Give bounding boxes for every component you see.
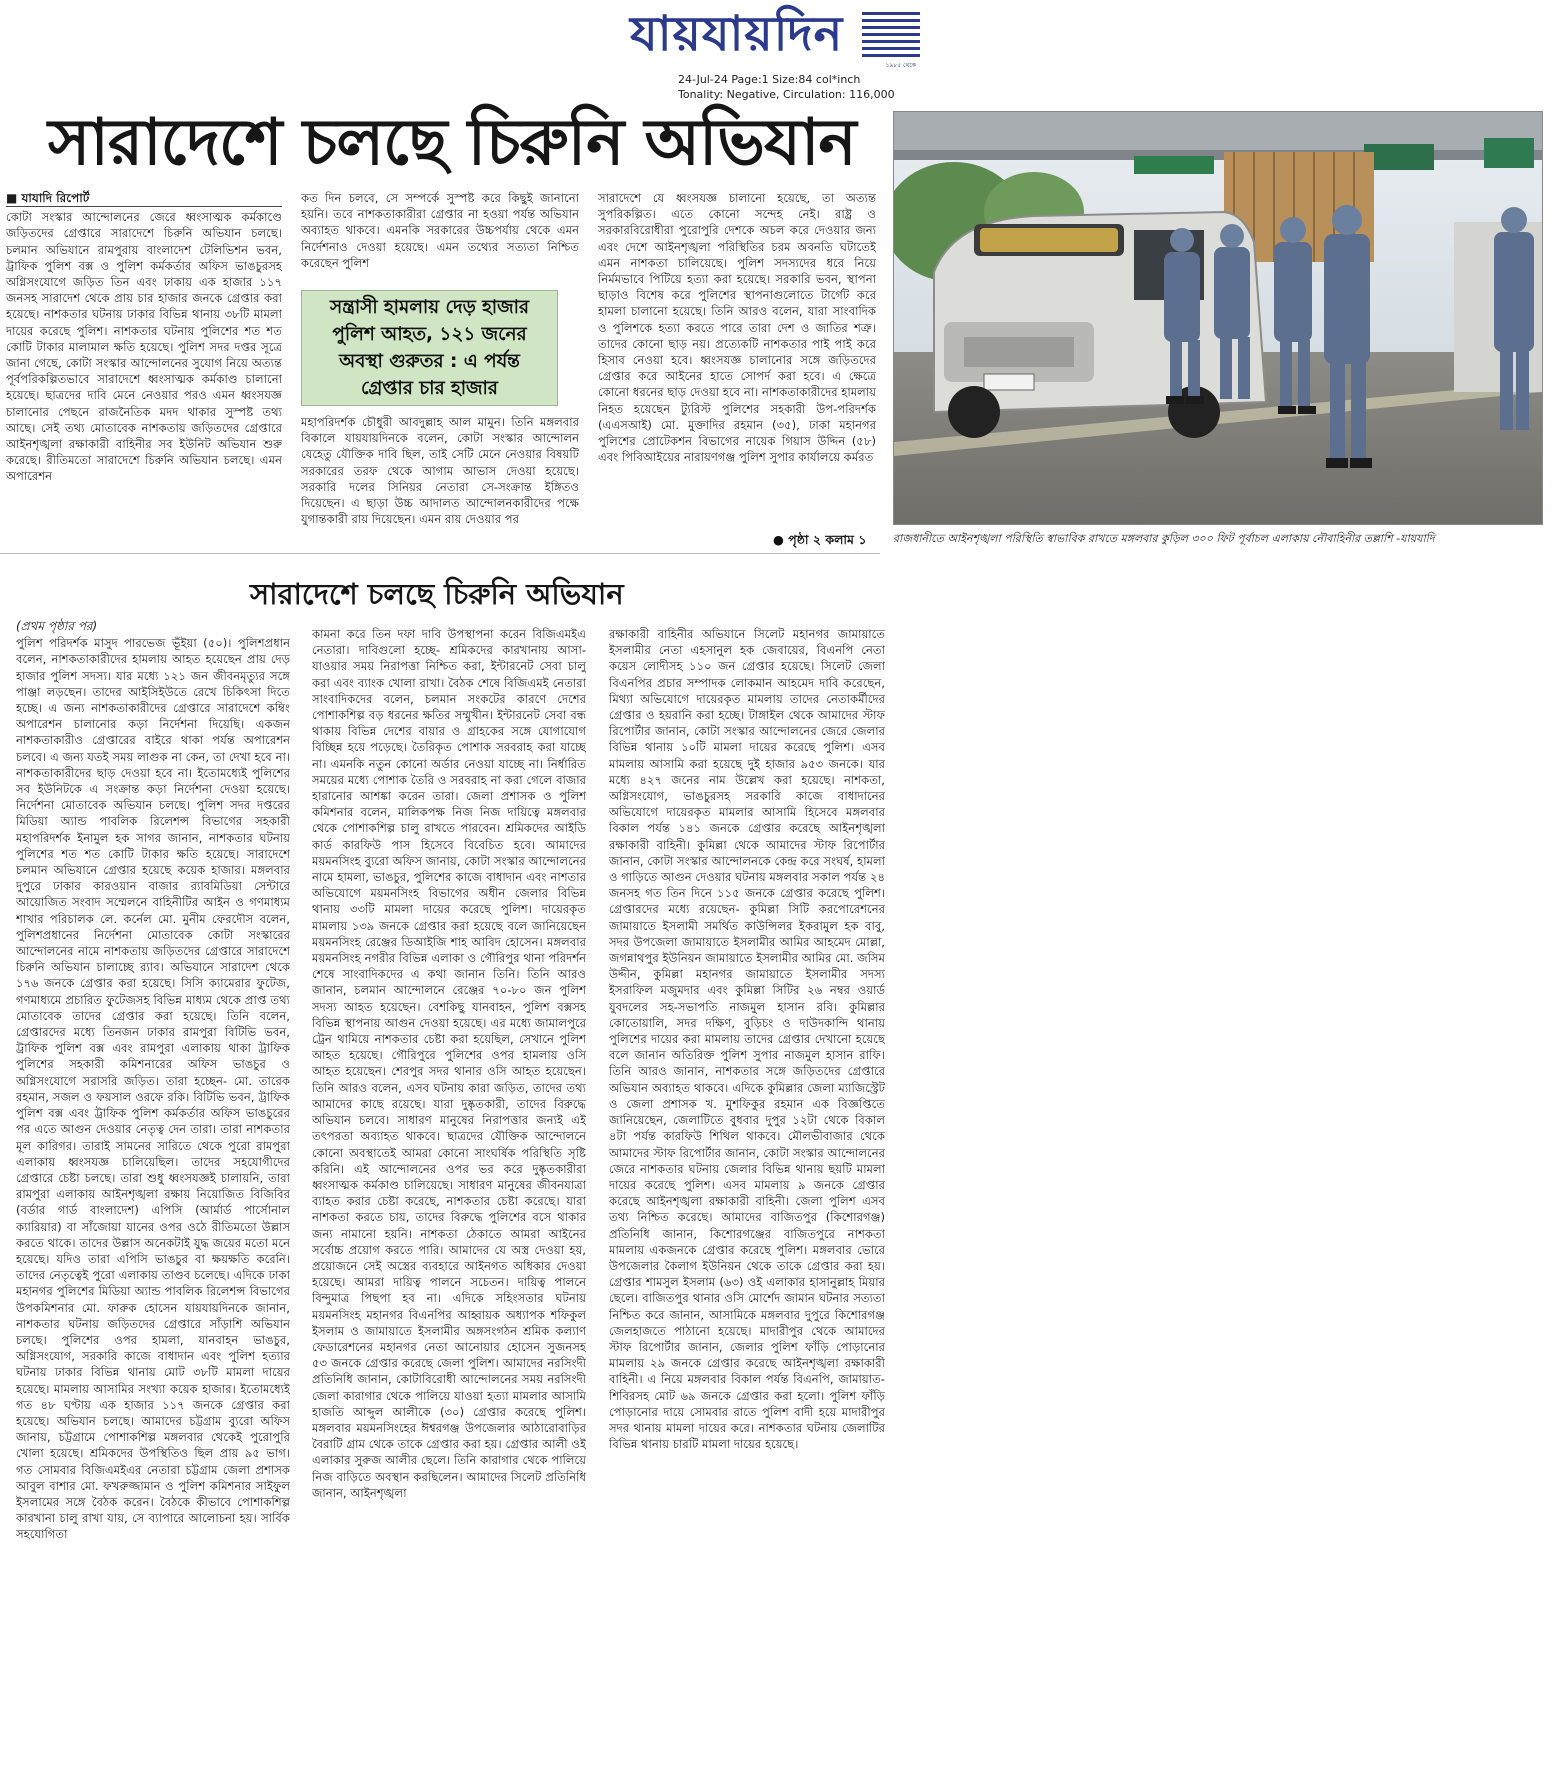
reporter-byline: ■ যাযাদি রিপোর্ট	[6, 190, 282, 207]
jump-column-1	[16, 618, 290, 1766]
jump-column-3	[609, 626, 885, 1706]
meta-line-2: Tonality: Negative, Circulation: 116,000	[678, 88, 895, 101]
continued-on-marker: ● পৃষ্ঠা ২ কলাম ১	[773, 532, 867, 547]
article-text: কত দিন চলবে, সে সম্পর্কে সুস্পষ্ট করে কিছুই জানানো হয়নি। তবে নাশকতাকারীরা গ্রেপ্তার না হওয়া পর্যন্ত অভিযান অব্যাহত থাকবে। এমনকি সরকারের উচ্চপর্যায় থেকে এমন নির্দেশনাও দেওয়া হয়েছে। এমন তথ্যের সত্যতা নিশ্চিত করেছেন পুলিশ	[301, 191, 579, 270]
section-divider	[0, 553, 880, 554]
article-text: রক্ষাকারী বাহিনীর অভিযানে সিলেট মহানগর জামায়াতে ইসলামীর নেতা এহসানুল হক জেবায়ের, বিএনপি নেতা কয়েস লোদীসহ ১১০ জন গ্রেপ্তার হয়েছে। সিলেট জেলা বিএনপির প্রচার সম্পাদক লোকমান আহমেদ দাবি করেছেন, মিথ্যা অভিযোগে দায়েরকৃত মামলায় তাদের নেতাকর্মীদের গ্রেপ্তার ও হয়রানি করা হচ্ছে। টাঙ্গাইল থেকে আমাদের স্টাফ রিপোর্টার জানান, কোটা সংস্কার আন্দোলনের জেরে জেলার বিভিন্ন থানায় ১০টি মামলা দায়ের করেছে পুলিশ। এসব মামলায় আসামি করা হয়েছে দুই হাজার ৯৫৩ জনকে। যার মধ্যে ৪২৭ জনের নাম উল্লেখ করা হয়েছে। নাশকতা, অগ্নিসংযোগ, ভাঙচুরসহ সরকারি কাজে বাধাদানের অভিযোগে দায়েরকৃত মামলার আসামি হিসেবে মঙ্গলবার বিকাল পর্যন্ত ১৪১ জনকে গ্রেপ্তার করেছে আইনশৃঙ্খলা রক্ষাকারী বাহিনী। কুমিল্লা থেকে আমাদের স্টাফ রিপোর্টার জানান, কোটা সংস্কার আন্দোলনকে কেন্দ্র করে সংঘর্ষ, হামলা ও গাড়িতে আগুন দেওয়ার ঘটনায় মঙ্গলবার সকাল পর্যন্ত ২৪ জনসহ গত তিন দিনে ১১৫ জনকে গ্রেপ্তার করেছে পুলিশ। গ্রেপ্তারদের মধ্যে রয়েছেন- কুমিল্লা সিটি করপোরেশনের জামায়াতে ইসলামী সমর্থিত কাউন্সিলর ইকরামুল হক বাবু, সদর উপজেলা জামায়াতে ইসলামীর আমির আহমেদ মোল্লা, জগন্নাথপুর ইউনিয়ন জামায়াতে ইসলামীর আমির মো. জসিম উদ্দীন, কুমিল্লা মহানগর জামায়াতে ইসলামীর সদস্য ইসরাফিল মজুমদার এবং কুমিল্লা সিটির ২৬ নম্বর ওয়ার্ড যুবদলের সহ-সভাপতি নাজমুল হাসান রবি। কুমিল্লার কোতোয়ালি, সদর দক্ষিণ, বুড়িচং ও দাউদকান্দি থানায় পুলিশের দায়ের করা মামলায় তাদের গ্রেপ্তার দেখানো হয়েছে বলে জানান অতিরিক্ত পুলিশ সুপার নাজমুল হাসান রাফি। তিনি আরও জানান, নাশকতার সঙ্গে জড়িতদের গ্রেপ্তারে অভিযান অব্যাহত থাকবে। এদিকে কুমিল্লার জেলা ম্যাজিস্ট্রেট ও জেলা প্রশাসক খ. মুশফিকুর রহমান এক বিজ্ঞপ্তিতে জানিয়েছেন, জেলাটিতে বুধবার দুপুর ১২টা থেকে বিকাল ৪টা পর্যন্ত কারফিউ শিথিল থাকবে। মৌলভীবাজার থেকে আমাদের স্টাফ রিপোর্টার জানান, কোটা সংস্কার আন্দোলনের জেরে নাশকতার ঘটনায় জেলার বিভিন্ন থানায় ছয়টি মামলা দায়ের করেছে পুলিশ। এসব মামলায় ৯ জনকে গ্রেপ্তার করেছে আইনশৃঙ্খলা রক্ষাকারী বাহিনী। জেলা পুলিশ এসব তথ্য নিশ্চিত করেছে। আমাদের বাজিতপুর (কিশোরগঞ্জ) প্রতিনিধি জানান, কিশোরগঞ্জের বাজিতপুরে নাশকতা মামলায় একজনকে গ্রেপ্তার করেছে পুলিশ। মঙ্গলবার ভোরে উপজেলার কৈলাগ ইউনিয়ন থেকে তাকে গ্রেপ্তার করা হয়। গ্রেপ্তার শামসুল ইসলাম (৬৩) ওই এলাকার হাসানুল্লাহ মিয়ার ছেলে। বাজিতপুর থানার ওসি মোর্শেদ জামান ঘটনার সত্যতা নিশ্চিত করে জানান, আসামিকে মঙ্গলবার দুপুরে কিশোরগঞ্জ জেলহাজতে পাঠানো হয়েছে। মাদারীপুর থেকে আমাদের স্টাফ রিপোর্টার জানান, জেলার পুলিশ ফাঁড়ি পোড়ানোর মামলায় ২৯ জনকে গ্রেপ্তার করেছে আইনশৃঙ্খলা রক্ষাকারী বাহিনী। এ নিয়ে মঙ্গলবার বিকাল পর্যন্ত বিএনপি, জামায়াত-শিবিরসহ মোট ৬৯ জনকে গ্রেপ্তার করা হলো। পুলিশ ফাঁড়ি পোড়ানোর দায়ে সোমবার রাতে পুলিশ বাদী হয়ে মাদারীপুর সদর থানায় মামলা দায়ের করে। নাশকতার ঘটনায় জেলাটির বিভিন্ন থানায় চারটি মামলা দায়ের হয়েছে।	[609, 627, 885, 1452]
jump-column-2	[312, 626, 586, 1766]
article-text: কামনা করে তিন দফা দাবি উপস্থাপনা করেন বিজিএমইএ নেতারা। দাবিগুলো হচ্ছে- শ্রমিকদের কারখানায় আসা-যাওয়ার সময় নিরাপত্তা নিশ্চিত করা, ইন্টারনেট সেবা চালু করা এবং ব্যাংক খোলা রাখা। বৈঠক শেষে বিজিএমই নেতারা সাংবাদিকদের বলেন, চলমান সংকটের কারণে দেশের পোশাকশিল্প বড় ধরনের ক্ষতির সম্মুখীন। ইন্টারনেট সেবা বন্ধ থাকায় বিভিন্ন দেশের বায়ার ও গ্রাহকের সঙ্গে যোগাযোগ বিচ্ছিন্ন হয়ে পড়েছে। তৈরিকৃত পোশাক সরবরাহ করা যাচ্ছে না। এমনকি নতুন কোনো অর্ডার নেওয়া যাচ্ছে না। নির্ধারিত সময়ের মধ্যে পোশাক তৈরি ও সরবরাহ না করা গেলে বাজার হারানোর আশঙ্কা করেন তারা। জেলা প্রশাসক ও পুলিশ কমিশনার বলেন, মালিকপক্ষ নিজ নিজ দায়িত্বে মঙ্গলবার থেকে পোশাকশিল্প চালু রাখতে পারবেন। শ্রমিকদের আইডি কার্ড কারফিউ পাস হিসেবে বিবেচিত হবে। আমাদের ময়মনসিংহ ব্যুরো অফিস জানায়, কোটা সংস্কার আন্দোলনের নামে হামলা, ভাঙচুর, পুলিশের কাজে বাধাদান এবং নাশতার অভিযোগে ময়মনসিংহ বিভাগের অধীন জেলার বিভিন্ন থানায় ৩৩টি মামলা দায়ের করেছে পুলিশ। দায়েরকৃত মামলায় ১৩৯ জনকে গ্রেপ্তার করা হয়েছে বলে জানিয়েছেন ময়মনসিংহ রেঞ্জের ডিআইজি শাহ আবিদ হোসেন। মঙ্গলবার ময়মনসিংহ নগরীর বিভিন্ন এলাকা ও গৌরিপুর থানা পরিদর্শন শেষে সাংবাদিকদের এ কথা জানান তিনি। তিনি আরও জানান, চলমান আন্দোলনে রেঞ্জের ৭০-৮০ জন পুলিশ সদস্য আহত হয়েছেন। বেশকিছু যানবাহন, পুলিশ বক্সসহ বিভিন্ন স্থাপনায় আগুন দেওয়া হয়েছে। এর মধ্যে জামালপুরে ট্রেন থামিয়ে নাশকতার চেষ্টা করা হয়েছিল, সেখানে পুলিশ আহত হয়েছে। গৌরিপুরে পুলিশের ওপর হামলায় ওসি আহত হয়েছেন। শেরপুর সদর থানার ওসি আহত হয়েছেন। তিনি আরও বলেন, এসব ঘটনায় কারা জড়িত, তাদের তথ্য আমাদের কাছে রয়েছে। যারা দুষ্কৃতকারী, তাদের বিরুদ্ধে অভিযান চলবে। সাধারণ মানুষের নিরাপত্তার জন্যই এই তৎপরতা অব্যাহত থাকবে। ছাত্রদের যৌক্তিক আন্দোলনে কোনো অবস্থাতেই আমরা কোনো সাংঘর্ষিক পরিস্থিতি সৃষ্টি করিনি। এই আন্দোলনের ওপর ভর করে দুষ্কৃতকারীরা ধ্বংসাত্মক কর্মকাণ্ড চালিয়েছে। সাধারণ মানুষের জীবনযাত্রা ব্যাহত করার চেষ্টা করেছে, নাশকতার চেষ্টা করেছে। যারা নাশকতা করতে চায়, তাদের বিরুদ্ধে পুলিশের বসে থাকার জন্য নামানো হয়নি। নাশকতা ঠেকাতে আমরা আইনের সর্বোচ্চ প্রয়োগ করতে পারি। আমাদের যে অস্ত্র দেওয়া হয়, প্রয়োজনে সেই অস্ত্রের ব্যবহারে আইনগত অধিকার দেওয়া হয়েছে। আমরা দায়িত্ব পালনে সচেতন। দায়িত্ব পালনে বিন্দুমাত্র পিছপা হব না। এদিকে সহিংসতার ঘটনায় ময়মনসিংহ মহানগর বিএনপির আহ্বায়ক অধ্যাপক শফিকুল ইসলাম ও জামায়াতে ইসলামীর অঙ্গসংগঠন শ্রমিক কল্যাণ ফেডারেশনের মহানগর নেতা আনোয়ার হোসেন সুজনসহ ৫৩ জনকে গ্রেপ্তার করেছে জেলা পুলিশ। আমাদের নরসিংদী প্রতিনিধি জানান, কোটাবিরোধী আন্দোলনের সময় নরসিংদী জেলা কারাগার থেকে পালিয়ে যাওয়া হত্যা মামলার আসামি হাজতি আব্দুল আলীকে (৩০) গ্রেপ্তার করেছে পুলিশ। মঙ্গলবার ময়মনসিংহের ঈশ্বরগঞ্জ উপজেলার আঠারোবাড়ির বৈরাটি গ্রাম থেকে তাকে গ্রেপ্তার করা হয়। গ্রেপ্তার আলী ওই এলাকার সুরুজ আলীর ছেলে। তিনি কারাগার থেকে পালিয়ে নিজ বাড়িতে অবস্থান করছিলেন। আমাদের সিলেট প্রতিনিধি জানান, আইনশৃঙ্খলা	[312, 627, 586, 1500]
article-column-2-bottom	[301, 414, 579, 552]
reporter-name: যাযাদি রিপোর্ট	[21, 191, 90, 205]
article-column-3	[598, 190, 876, 530]
news-photo	[893, 111, 1543, 525]
continued-from-label: (প্রথম পৃষ্ঠার পর)	[16, 619, 98, 633]
article-text: সারাদেশে যে ধ্বংসযজ্ঞ চালানো হয়েছে, তা অত্যন্ত সুপরিকল্পিত। এতে কোনো সন্দেহ নেই। রাষ্ট্র ও সরকারবিরোধীরা পুরোপুরি দেশকে অচল করে দেওয়ার জন্য এবং দেশে আইনশৃঙ্খলা পরিস্থিতির চরম অবনতি ঘটাতেই এমন নাশকতা চালিয়েছে। পুলিশ সদস্যদের ধরে নিয়ে নির্মমভাবে পিটিয়ে হত্যা করা হয়েছে। সরকারি ভবন, স্থাপনা ছাড়াও বিশেষ করে পুলিশের স্থাপনাগুলোতে টার্গেট করে হামলা চালানো হয়েছে। তিনি আরও বলেন, যারা সাংবাদিক ও পুলিশকে হত্যা করতে পারে তারা দেশ ও জাতির শত্রু। তাদের কোনো ছাড় নয়। প্রত্যেকটি নাশকতার পাই পাই করে হিসাব নেওয়া হবে। ধ্বংসযজ্ঞ চালানোর সঙ্গে জড়িতদের গ্রেপ্তার করে আইনের হাতে সোপর্দ করা হবে। এ ক্ষেত্রে কোনো ধরনের ছাড় দেওয়া হবে না। নাশকতাকারীদের হামলায় নিহত হয়েছেন ট্যুরিস্ট পুলিশের সহকারী উপ-পরিদর্শক (এএসআই) মো. মুক্তাদির রহমান (৩৫), ঢাকা মহানগর পুলিশের প্রোটেকশন বিভাগের নায়েক গিয়াস উদ্দিন (৫৮) এবং পিবিআইয়ের নারায়ণগঞ্জ পুলিশ সুপার কার্যালয়ে কর্মরত	[598, 191, 876, 465]
clipping-meta	[678, 72, 895, 102]
logo-stripes-icon	[862, 12, 920, 58]
article-text: পুলিশ পরিদর্শক মাসুদ পারভেজ ভূঁইয়া (৫০)। পুলিশপ্রধান বলেন, নাশকতাকারীদের হামলায় আহত হয়েছেন প্রায় দেড় হাজার পুলিশ সদস্য। যার মধ্যে ১২১ জন জীবনমৃত্যুর সঙ্গে পাঞ্জা লড়ছেন। তাদের আইসিইউতে রেখে চিকিৎসা দিতে হচ্ছে। এ জন্য নাশকতাকারীদের গ্রেপ্তারে সারাদেশে কম্বিং অপারেশন চালানোর কড়া নির্দেশনা দিয়েছি। একজন নাশকতাকারীও গ্রেপ্তারের বাইরে থাকা পর্যন্ত অপারেশন চলবে। এ জন্য যতই সময় লাগুক না কেন, তা দেখা হবে না। নাশকতাকারীদের ছাড় দেওয়া হবে না। ইতোমধ্যেই পুলিশের সব ইউনিটকে এ সংক্রান্ত কড়া নির্দেশনা দেওয়া হয়েছে। নির্দেশনা মোতাবেক অভিযান চলছে। পুলিশ সদর দপ্তরের মিডিয়া অ্যান্ড পাবলিক রিলেশন্স বিভাগের সহকারী মহাপরিদর্শক ইনামুল হক সাগর জানান, নাশকতার ঘটনায় পুলিশের শত শত কোটি টাকার ক্ষতি হয়েছে। সারাদেশে চলমান অভিযানে গ্রেপ্তার হয়েছে কয়েক হাজার। মঙ্গলবার দুপুরে ঢাকার কারওয়ান বাজার র‌্যাবমিডিয়া সেন্টারে আয়োজিত সংবাদ সম্মেলনে বাহিনীটির আইন ও গণমাধ্যম শাখার পরিচালক লে. কর্নেল মো. মুনীম ফেরদৌস বলেন, পুলিশপ্রধানের নির্দেশনা মোতাবেক কোটা সংস্কারের আন্দোলনের নামে নাশকতায় জড়িতদের গ্রেপ্তারে সারাদেশে চিরুনি অভিযান চালাচ্ছে র‌্যাব। অভিযানে সারাদেশ থেকে ১৭৬ জনকে গ্রেপ্তার করা হয়েছে। সিসি ক্যামেরার ফুটেজ, গণমাধ্যমে প্রচারিত ফুটেজসহ বিভিন্ন মাধ্যম থেকে প্রাপ্ত তথ্য মোতাবেক তাদের গ্রেপ্তার করা হয়েছে। তিনি বলেন, গ্রেপ্তারদের মধ্যে তিনজন ঢাকার রামপুরা বিটিভি ভবন, ট্রাফিক পুলিশ বক্স এবং রামপুরা এলাকায় থাকা ট্রাফিক পুলিশের সহকারী কমিশনারের অফিস ভাঙচুর ও অগ্নিসংযোগে সরাসরি জড়িত। তারা হচ্ছেন- মো. তারেক রহমান, সজল ও ফয়সাল ওরফে রকি। বিটিভি ভবন, ট্রাফিক পুলিশ বক্স এবং ট্রাফিক পুলিশ কর্মকর্তার অফিস ভাঙচুরের পর এতে আগুন দেওয়ার নেতৃত্ব দেন তারা। তারা নাশকতার মূল কারিগর। তারাই সামনের সারিতে থেকে পুরো রামপুরা এলাকায় ধ্বংসযজ্ঞ চালিয়েছিল। তাদের সহযোগীদের গ্রেপ্তারে চেষ্টা চলছে। তারা শুধু ধ্বংসযজ্ঞই চালায়নি, তারা রামপুরা এলাকায় আইনশৃঙ্খলা রক্ষায় নিয়োজিত বিজিবির (বর্ডার গার্ড বাংলাদেশ) এপিসি (আর্মার্ড পার্সোনাল ক্যারিয়ার) বা সাঁজোয়া যানের ওপর ওঠে রীতিমতো উল্লাস করতে থাকে। তাদের উল্লাস অনেকটাই যুদ্ধ জয়ের মতো মনে হয়েছে। যদিও তারা এপিসি ভাঙচুর বা ক্ষয়ক্ষতি করেনি। তাদের নেতৃত্বেই পুরো এলাকায় তাণ্ডব চলেছে। এদিকে ঢাকা মহানগর পুলিশের মিডিয়া অ্যান্ড পাবলিক রিলেশন্স বিভাগের উপকমিশনার মো. ফারুক হোসেন যায়যায়দিনকে জানান, নাশকতার ঘটনায় জড়িতদের গ্রেপ্তারে সাঁড়াশি অভিযান চলছে। পুলিশের ওপর হামলা, যানবাহন ভাঙচুর, অগ্নিসংযোগ, সরকারি কাজে বাধাদান এবং পুলিশ হত্যার ঘটনায় ঢাকার বিভিন্ন থানায় মোট ৩৮টি মামলা দায়ের হয়েছে। মামলায় আসামির সংখ্যা কয়েক হাজার। ইতোমধ্যেই গত ৪৮ ঘণ্টায় এক হাজার ১১৭ জনকে গ্রেপ্তার করা হয়েছে। অভিযান চলছে। আমাদের চট্টগ্রাম ব্যুরো অফিস জানায়, চট্টগ্রামে পোশাকশিল্প মঙ্গলবার থেকেই পুরোপুরি খোলা হয়েছে। শ্রমিকদের উপস্থিতিও ছিল প্রায় ৯৫ ভাগ। গত সোমবার বিজিএমইএর নেতারা চট্টগ্রাম জেলা প্রশাসক আবুল বাশার মো. ফখরুজ্জামান ও পুলিশ কমিশনার সাইফুল ইসলামের সঙ্গে বৈঠক করেন। বৈঠকে কীভাবে পোশাকশিল্প কারখানা চালু রাখা যায়, সে ব্যাপারে আলোচনা হয়। সার্বিক সহযোগিতা	[16, 636, 290, 1542]
pull-quote-line: সন্ত্রাসী হামলায় দেড় হাজার	[329, 297, 530, 318]
article-text: মহাপরিদর্শক চৌধুরী আবদুল্লাহ আল মামুন। তিনি মঙ্গলবার বিকালে যায়যায়দিনকে বলেন, কোটা সংস্কার আন্দোলন যেহেতু যৌক্তিক দাবি ছিল, তাই সেটি মেনে নেওয়ার বিষয়টি সরকারের তরফ থেকে আগাম আভাস দেওয়া হয়েছে। সরকারি দলের সিনিয়র নেতারা সে-সংক্রান্ত ইঙ্গিতও দিয়েছেন। এ ছাড়া উচ্চ আদালত আন্দোলনকারীদের পক্ষে যুগান্তকারী রায় দিয়েছেন। এমন রায় দেওয়ার পর	[301, 415, 579, 527]
pull-quote-box	[301, 290, 558, 406]
meta-line-1: 24-Jul-24 Page:1 Size:84 col*inch	[678, 73, 861, 86]
masthead-logo	[630, 4, 920, 70]
jump-headline: সারাদেশে চলছে চিরুনি অভিযান	[250, 577, 624, 611]
pull-quote-line: গ্রেপ্তার চার হাজার	[361, 378, 498, 399]
photo-caption: রাজধানীতে আইনশৃঙ্খলা পরিস্থিতি স্বাভাবিক রাখতে মঙ্গলবার কুড়িল ৩০০ ফিট পূর্বাচল এলাকায় নৌবাহিনীর তল্লাশি -যায়যাদি	[893, 532, 1435, 545]
navy-checkpoint-photo	[894, 112, 1542, 524]
pull-quote-line: অবস্থা গুরুতর : এ পর্যন্ত	[339, 351, 520, 372]
page-title: সারাদেশে চলছে চিরুনি অভিযান	[48, 106, 856, 180]
masthead-tagline: ১৯৮৫ থেকে	[885, 62, 916, 69]
article-text: কোটা সংস্কার আন্দোলনের জেরে ধ্বংসাত্মক কর্মকাণ্ডে জড়িতদের গ্রেপ্তারে সারাদেশে চিরুনি অভিযান চলছে। চলমান অভিযানে রামপুরায় বাংলাদেশ টেলিভিশন ভবন, ট্রাফিক পুলিশ বক্স ও পুলিশ কর্মকর্তার অফিস ভাঙচুরসহ অগ্নিসংযোগে জড়িত তিন এবং ঢাকায় এক হাজার ১১৭ জনসহ সারাদেশ থেকে প্রায় চার হাজার জনকে গ্রেপ্তার করা হয়েছে। নাশকতার ঘটনায় ঢাকার বিভিন্ন থানায় ৩৮টি মামলা দায়ের করেছে পুলিশ। নাশকতার ঘটনায় পুলিশের শত শত কোটি টাকার মালামাল ক্ষতি হয়েছে। পুলিশ সদর দপ্তর সূত্রে জানা গেছে, কোটা সংস্কার আন্দোলনের সুযোগ নিয়ে অত্যন্ত পূর্বপরিকল্পিতভাবে সারাদেশে ধ্বংসাত্মক কর্মকাণ্ড চালানো হয়েছে। ছাত্রদের দাবি মেনে নেওয়ার পরও এমন ধ্বংসযজ্ঞ চালানোর পেছনে রাজনৈতিক মদদ থাকার সুস্পষ্ট তথ্য আছে। সেই তথ্য মোতাবেক নাশকতায় জড়িতদের গ্রেপ্তারে আইনশৃঙ্খলা রক্ষাকারী বাহিনীর সব ইউনিট অভিযান শুরু করেছে। রীতিমতো সারাদেশে চিরুনি অভিযান চলছে। এমন অপারেশন	[6, 210, 282, 484]
article-column-1	[6, 190, 282, 552]
article-column-2-top	[301, 190, 579, 282]
pull-quote-line: পুলিশ আহত, ১২১ জনের	[332, 324, 527, 345]
newspaper-name: যায়যায়দিন	[630, 6, 844, 62]
